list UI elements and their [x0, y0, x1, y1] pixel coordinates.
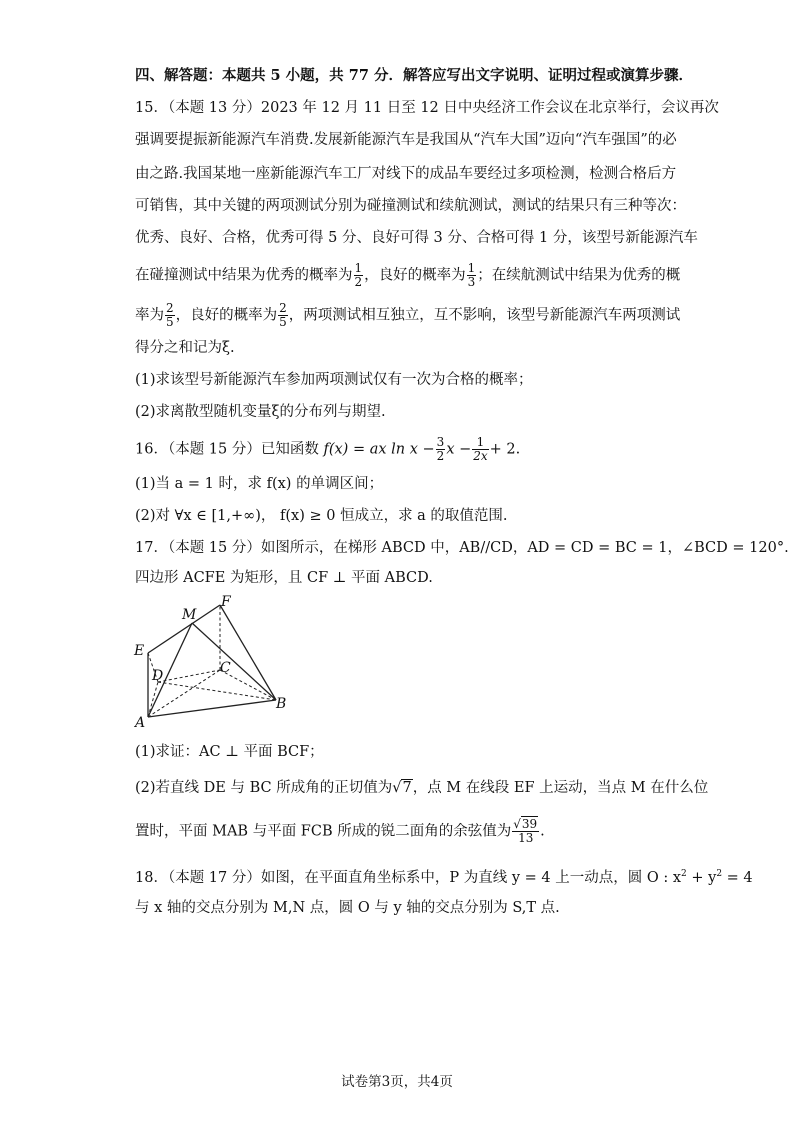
q17-part-3 [135, 818, 545, 845]
fraction-one-over-2x: $\frac{1}{2x}$ [473, 435, 488, 463]
label-C: C [220, 660, 231, 676]
q16-part-2: (2)对 ∀x ∈ [1,+∞)， f(x) ≥ 0 恒成立，求 a 的取值范围. [135, 508, 508, 524]
fraction-sqrt39-over-13: $\frac{√39}{13}$ [513, 817, 538, 845]
q15-part-1: (1)求该型号新能源汽车参加两项测试仅有一次为合格的概率； [135, 372, 533, 388]
q15-line-5: 优秀、良好、合格，优秀可得 5 分、良好可得 3 分、合格可得 1 分，该型号新能源汽车 [135, 230, 698, 246]
sqrt-seven: 7 [402, 780, 412, 796]
fraction-two-fifths-b: $\frac{2}{5}$ [279, 301, 287, 329]
q16-function-end: + 2. [489, 441, 521, 458]
q17-part-3-end: . [540, 823, 545, 840]
q18-square-1: 2 [681, 869, 687, 879]
edge-DB [158, 682, 276, 700]
edge-MB [192, 623, 276, 700]
label-F: F [221, 594, 231, 610]
q15-line-8: 得分之和记为ξ. [135, 340, 235, 356]
q17-part-3-a: 置时，平面 MAB 与平面 FCB 所成的锐二面角的余弦值为 [135, 823, 512, 840]
q18-line-2: 与 x 轴的交点分别为 M,N 点，圆 O 与 y 轴的交点分别为 S,T 点. [135, 900, 560, 916]
section-header: 四、解答题：本题共 5 小题，共 77 分．解答应写出文字说明、证明过程或演算步骤． [135, 67, 693, 84]
q18-line-1-b: + y [686, 869, 717, 886]
q15-line-7-a: 率为 [135, 307, 164, 324]
q18-line-1 [135, 864, 753, 888]
q17-part-1: (1)求证：AC ⊥ 平面 BCF； [135, 744, 324, 760]
fraction-one-half: $\frac{1}{2}$ [354, 261, 363, 289]
q15-line-1: 15．（本题 13 分）2023 年 12 月 11 日至 12 日中央经济工作会议在北京举行，会议再次 [135, 100, 719, 116]
q16-function-x: x − [446, 441, 472, 458]
page-footer: 试卷第3页，共4页 [341, 1074, 453, 1090]
q16-part-1: (1)当 a = 1 时，求 f(x) 的单调区间； [135, 476, 384, 492]
q15-line-7 [135, 302, 680, 329]
q15-part-2: (2)求离散型随机变量ξ的分布列与期望. [135, 404, 386, 420]
q15-line-3: 由之路.我国某地一座新能源汽车工厂对线下的成品车要经过多项检测，检测合格后方 [135, 166, 677, 182]
q18-line-1-c: = 4 [722, 869, 753, 886]
label-A: A [135, 715, 146, 727]
q17-part-2-a: (2)若直线 DE 与 BC 所成角的正切值为 [135, 780, 393, 796]
edge-FB [220, 605, 276, 700]
q15-line-6 [135, 262, 680, 289]
label-E: E [134, 643, 145, 659]
q18-square-2: 2 [716, 869, 723, 879]
q15-line-4: 可销售，其中关键的两项测试分别为碰撞测试和续航测试，测试的结果只有三种等次： [135, 198, 686, 214]
fraction-two-fifths-a: $\frac{2}{5}$ [166, 301, 174, 329]
edge-AB [148, 700, 276, 717]
q16-line-1 [135, 436, 520, 463]
q16-function: f(x) = ax ln x − [323, 441, 435, 458]
q15-line-7-c: ，两项测试相互独立，互不影响，该型号新能源汽车两项测试 [288, 307, 681, 324]
q15-line-6-c: ；在续航测试中结果为优秀的概 [477, 267, 681, 284]
geometry-figure [128, 592, 298, 727]
label-D: D [152, 668, 164, 684]
q17-line-1: 17．（本题 15 分）如图所示，在梯形 ABCD 中，AB//CD，AD = CD = BC = 1，∠BCD = 120°. [135, 540, 789, 556]
q17-part-2: (2)若直线 DE 与 BC 所成角的正切值为√7，点 M 在线段 EF 上运动，当点 M 在什么位 [135, 780, 709, 796]
q15-line-2: 强调要提振新能源汽车消费.发展新能源汽车是我国从“汽车大国”迈向“汽车强国”的必 [135, 132, 677, 148]
q15-line-6-b: ，良好的概率为 [364, 267, 466, 284]
q17-line-2: 四边形 ACFE 为矩形，且 CF ⊥ 平面 ABCD. [135, 570, 433, 586]
q15-line-7-b: ，良好的概率为 [175, 307, 278, 324]
q15-line-6-a: 在碰撞测试中结果为优秀的概率为 [135, 267, 353, 284]
label-B: B [276, 696, 287, 712]
q17-part-2-c: ，点 M 在线段 EF 上运动，当点 M 在什么位 [412, 780, 709, 796]
label-M: M [182, 607, 197, 623]
q16-line-1-a: 16．（本题 15 分）已知函数 [135, 441, 319, 458]
fraction-three-halves: $\frac{3}{2}$ [436, 435, 445, 463]
fraction-one-third: $\frac{1}{3}$ [467, 261, 476, 289]
q18-line-1-a: 18．（本题 17 分）如图，在平面直角坐标系中，P 为直线 y = 4 上一动点，圆 O : x [135, 869, 682, 886]
